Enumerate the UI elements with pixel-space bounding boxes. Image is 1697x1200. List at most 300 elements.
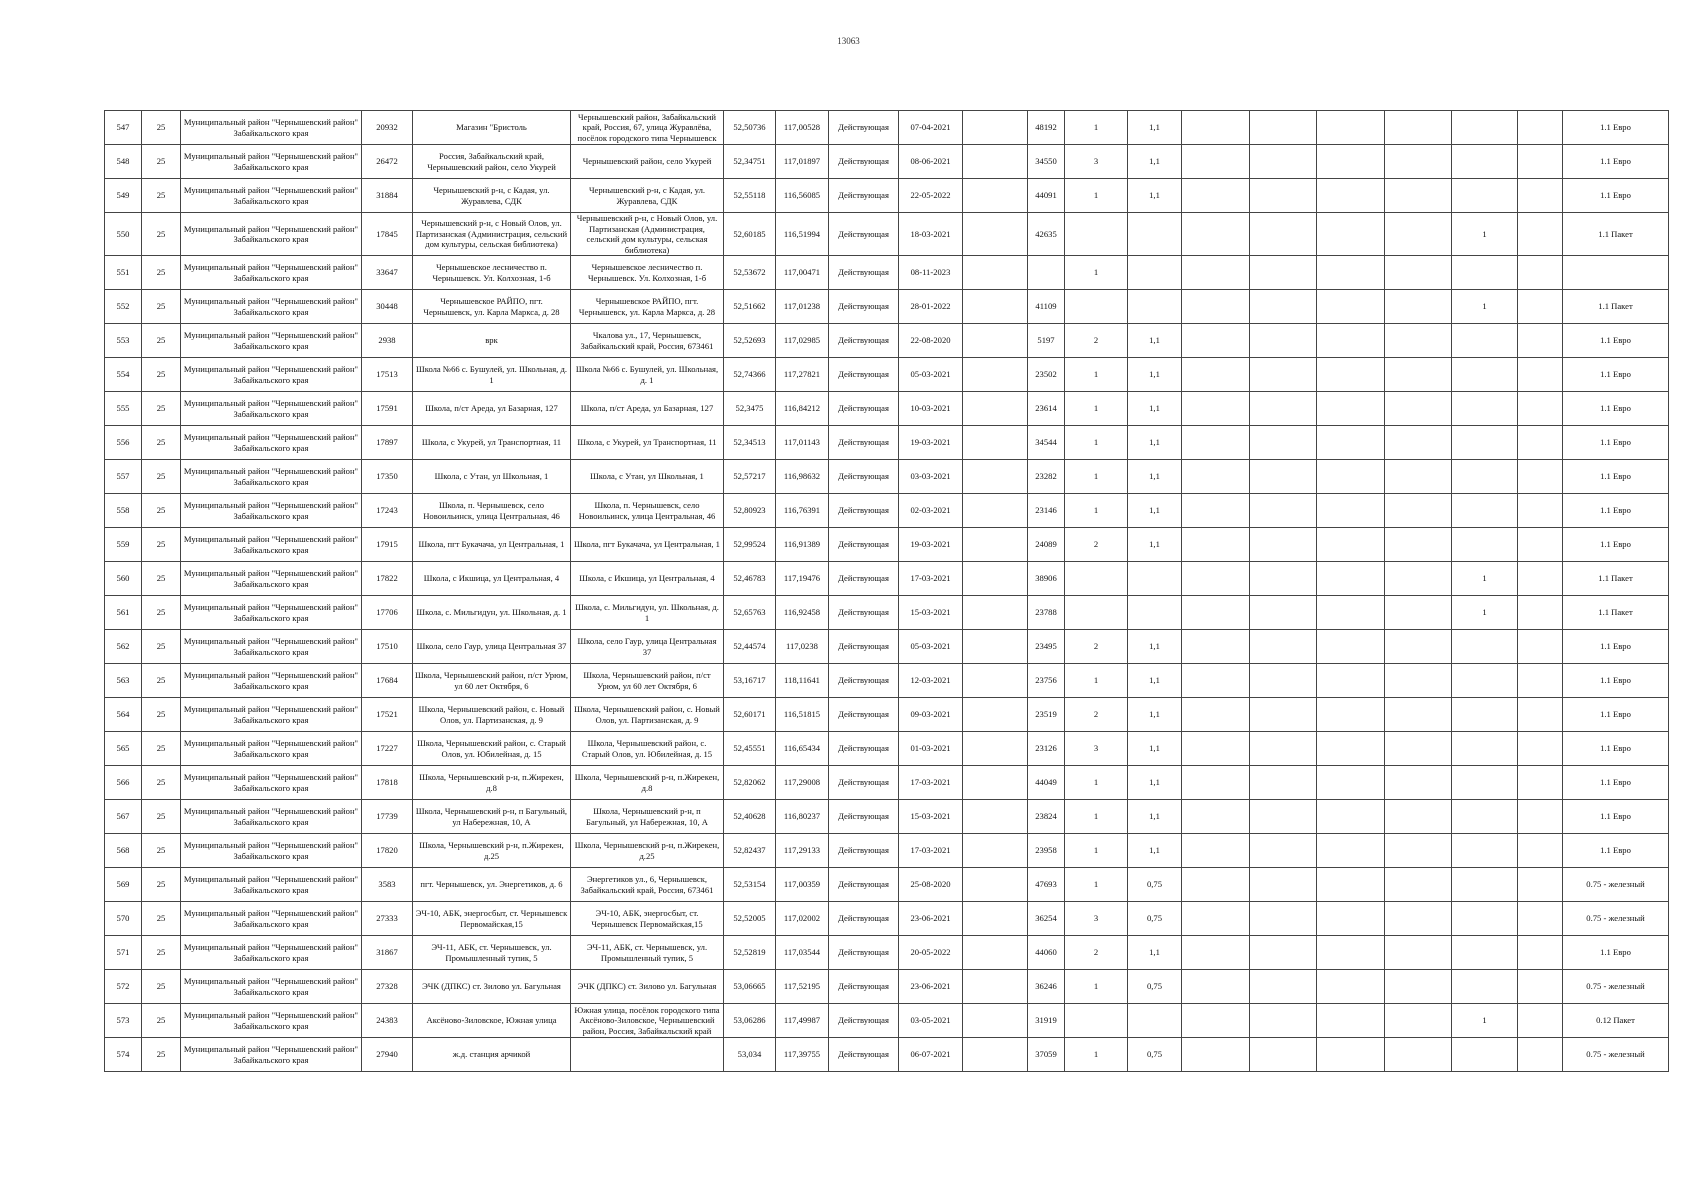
cell-container-volume: 1,1 <box>1128 111 1182 145</box>
cell-package-count <box>1452 868 1518 902</box>
cell-container-id: 23614 <box>1028 392 1065 426</box>
cell-col-blank-6 <box>1518 528 1563 562</box>
cell-package-count <box>1452 426 1518 460</box>
cell-site-id: 17243 <box>362 494 413 528</box>
cell-row-number: 553 <box>105 324 142 358</box>
cell-region-code: 25 <box>142 834 181 868</box>
cell-col-blank-5 <box>1385 800 1452 834</box>
cell-status: Действующая <box>829 1004 899 1038</box>
cell-col-blank-5 <box>1385 460 1452 494</box>
cell-col-blank-2 <box>1182 111 1250 145</box>
cell-container-id: 23958 <box>1028 834 1065 868</box>
cell-col-blank-6 <box>1518 562 1563 596</box>
cell-container-volume <box>1128 256 1182 290</box>
cell-status: Действующая <box>829 596 899 630</box>
table-row <box>105 290 1669 324</box>
cell-site-address: Школа, пгт Букачача, ул Центральная, 1 <box>571 528 724 562</box>
cell-container-id: 42635 <box>1028 213 1065 256</box>
cell-date: 25-08-2020 <box>899 868 963 902</box>
cell-site-name: Школа, Чернышевский р-н, п.Жирекен, д.8 <box>413 766 571 800</box>
cell-col-blank-5 <box>1385 630 1452 664</box>
cell-col-blank-5 <box>1385 698 1452 732</box>
cell-latitude: 52,60185 <box>724 213 776 256</box>
cell-col-blank-5 <box>1385 664 1452 698</box>
cell-municipality: Муниципальный район "Чернышевский район" Забайкальского края <box>181 902 362 936</box>
cell-date: 17-03-2021 <box>899 834 963 868</box>
cell-site-address: Энергетиков ул., 6, Чернышевск, Забайкальский край, Россия, 673461 <box>571 868 724 902</box>
cell-site-id: 24383 <box>362 1004 413 1038</box>
cell-col-blank <box>963 290 1028 324</box>
cell-latitude: 53,06286 <box>724 1004 776 1038</box>
cell-site-id: 17510 <box>362 630 413 664</box>
cell-municipality: Муниципальный район "Чернышевский район" Забайкальского края <box>181 426 362 460</box>
cell-container-id: 36246 <box>1028 970 1065 1004</box>
cell-col-blank-3 <box>1250 698 1317 732</box>
cell-row-number: 557 <box>105 460 142 494</box>
cell-date: 19-03-2021 <box>899 528 963 562</box>
cell-latitude: 52,52005 <box>724 902 776 936</box>
cell-container-type <box>1563 256 1669 290</box>
cell-site-id: 17897 <box>362 426 413 460</box>
cell-container-count: 3 <box>1065 732 1128 766</box>
table-row <box>105 698 1669 732</box>
cell-container-volume: 1,1 <box>1128 324 1182 358</box>
cell-site-id: 2938 <box>362 324 413 358</box>
cell-col-blank-4 <box>1317 868 1385 902</box>
cell-row-number: 566 <box>105 766 142 800</box>
table-row <box>105 664 1669 698</box>
cell-col-blank-4 <box>1317 630 1385 664</box>
cell-longitude: 116,51994 <box>776 213 829 256</box>
cell-status: Действующая <box>829 213 899 256</box>
cell-col-blank-6 <box>1518 1004 1563 1038</box>
cell-status: Действующая <box>829 392 899 426</box>
cell-site-address: Школа №66 с. Бушулей, ул. Школьная, д. 1 <box>571 358 724 392</box>
table-row <box>105 256 1669 290</box>
cell-container-count: 1 <box>1065 460 1128 494</box>
cell-col-blank-2 <box>1182 902 1250 936</box>
cell-site-address: Школа, Чернышевский р-н, п Багульный, ул Набережная, 10, А <box>571 800 724 834</box>
cell-col-blank-3 <box>1250 111 1317 145</box>
cell-col-blank-5 <box>1385 256 1452 290</box>
cell-municipality: Муниципальный район "Чернышевский район" Забайкальского края <box>181 392 362 426</box>
cell-row-number: 570 <box>105 902 142 936</box>
cell-container-type: 1.1 Евро <box>1563 800 1669 834</box>
cell-site-id: 31867 <box>362 936 413 970</box>
cell-col-blank-6 <box>1518 460 1563 494</box>
cell-container-volume: 1,1 <box>1128 664 1182 698</box>
cell-container-type: 1.1 Евро <box>1563 630 1669 664</box>
cell-row-number: 571 <box>105 936 142 970</box>
cell-date: 08-06-2021 <box>899 145 963 179</box>
cell-col-blank-2 <box>1182 460 1250 494</box>
cell-package-count <box>1452 970 1518 1004</box>
cell-col-blank-4 <box>1317 902 1385 936</box>
cell-site-address: Школа, п. Чернышевск, село Новоильинск, улица Центральная, 46 <box>571 494 724 528</box>
cell-site-name: Чернышевский р-н, с Кадая, ул. Журавлева, СДК <box>413 179 571 213</box>
cell-municipality: Муниципальный район "Чернышевский район" Забайкальского края <box>181 766 362 800</box>
cell-region-code: 25 <box>142 460 181 494</box>
cell-col-blank-5 <box>1385 145 1452 179</box>
cell-date: 15-03-2021 <box>899 596 963 630</box>
cell-municipality: Муниципальный район "Чернышевский район" Забайкальского края <box>181 324 362 358</box>
cell-status: Действующая <box>829 528 899 562</box>
cell-col-blank-5 <box>1385 392 1452 426</box>
cell-container-count <box>1065 1004 1128 1038</box>
cell-longitude: 117,02985 <box>776 324 829 358</box>
cell-col-blank <box>963 970 1028 1004</box>
cell-row-number: 555 <box>105 392 142 426</box>
cell-longitude: 117,19476 <box>776 562 829 596</box>
cell-row-number: 547 <box>105 111 142 145</box>
cell-latitude: 52,46783 <box>724 562 776 596</box>
cell-col-blank-6 <box>1518 111 1563 145</box>
cell-latitude: 52,34751 <box>724 145 776 179</box>
cell-longitude: 116,92458 <box>776 596 829 630</box>
cell-site-address: Чернышевский р-н, с Новый Олов, ул. Партизанская (Администрация, сельский дом культуры, сельская библиотека) <box>571 213 724 256</box>
cell-col-blank-5 <box>1385 494 1452 528</box>
cell-row-number: 568 <box>105 834 142 868</box>
cell-site-name: врк <box>413 324 571 358</box>
cell-site-name: Школа, п/ст Ареда, ул Базарная, 127 <box>413 392 571 426</box>
cell-col-blank <box>963 766 1028 800</box>
cell-container-id: 23282 <box>1028 460 1065 494</box>
cell-col-blank-2 <box>1182 698 1250 732</box>
cell-region-code: 25 <box>142 290 181 324</box>
cell-col-blank-5 <box>1385 213 1452 256</box>
cell-container-type: 0.12 Пакет <box>1563 1004 1669 1038</box>
cell-col-blank-5 <box>1385 1038 1452 1072</box>
cell-package-count: 1 <box>1452 596 1518 630</box>
cell-col-blank-5 <box>1385 596 1452 630</box>
cell-container-id: 44049 <box>1028 766 1065 800</box>
cell-col-blank-6 <box>1518 868 1563 902</box>
cell-col-blank <box>963 460 1028 494</box>
cell-date: 23-06-2021 <box>899 970 963 1004</box>
cell-site-address: Школа, с Укурей, ул Транспортная, 11 <box>571 426 724 460</box>
table-row <box>105 1004 1669 1038</box>
cell-site-address: Школа, Чернышевский район, с. Новый Олов, ул. Партизанская, д. 9 <box>571 698 724 732</box>
cell-container-count: 1 <box>1065 179 1128 213</box>
cell-col-blank-4 <box>1317 358 1385 392</box>
cell-site-id: 17739 <box>362 800 413 834</box>
cell-latitude: 52,52693 <box>724 324 776 358</box>
cell-col-blank-4 <box>1317 111 1385 145</box>
cell-col-blank-3 <box>1250 596 1317 630</box>
cell-container-volume: 1,1 <box>1128 800 1182 834</box>
cell-date: 09-03-2021 <box>899 698 963 732</box>
cell-row-number: 567 <box>105 800 142 834</box>
cell-region-code: 25 <box>142 392 181 426</box>
cell-col-blank-2 <box>1182 766 1250 800</box>
cell-col-blank-4 <box>1317 664 1385 698</box>
cell-longitude: 116,65434 <box>776 732 829 766</box>
cell-municipality: Муниципальный район "Чернышевский район" Забайкальского края <box>181 179 362 213</box>
cell-col-blank-5 <box>1385 111 1452 145</box>
cell-container-volume: 1,1 <box>1128 145 1182 179</box>
cell-col-blank-3 <box>1250 494 1317 528</box>
cell-container-type: 1.1 Евро <box>1563 698 1669 732</box>
table-row <box>105 494 1669 528</box>
cell-col-blank <box>963 179 1028 213</box>
cell-container-volume: 1,1 <box>1128 179 1182 213</box>
cell-col-blank-2 <box>1182 562 1250 596</box>
cell-container-id: 23502 <box>1028 358 1065 392</box>
cell-col-blank-6 <box>1518 664 1563 698</box>
cell-date: 12-03-2021 <box>899 664 963 698</box>
cell-site-address: Школа, с. Мильгидун, ул. Школьная, д. 1 <box>571 596 724 630</box>
cell-latitude: 52,52819 <box>724 936 776 970</box>
cell-site-id: 27328 <box>362 970 413 1004</box>
cell-col-blank-6 <box>1518 732 1563 766</box>
cell-col-blank-2 <box>1182 528 1250 562</box>
cell-col-blank-4 <box>1317 290 1385 324</box>
cell-latitude: 52,82062 <box>724 766 776 800</box>
cell-container-id: 38906 <box>1028 562 1065 596</box>
table-row <box>105 562 1669 596</box>
cell-site-name: Школа, Чернышевский район, с. Старый Олов, ул. Юбилейная, д. 15 <box>413 732 571 766</box>
cell-container-type: 1.1 Евро <box>1563 732 1669 766</box>
cell-site-name: Аксёново-Зиловское, Южная улица <box>413 1004 571 1038</box>
cell-row-number: 564 <box>105 698 142 732</box>
cell-col-blank-2 <box>1182 630 1250 664</box>
cell-col-blank <box>963 732 1028 766</box>
cell-col-blank-2 <box>1182 732 1250 766</box>
cell-region-code: 25 <box>142 970 181 1004</box>
cell-col-blank-3 <box>1250 630 1317 664</box>
cell-container-id: 36254 <box>1028 902 1065 936</box>
cell-container-count: 1 <box>1065 664 1128 698</box>
cell-row-number: 549 <box>105 179 142 213</box>
table-row <box>105 936 1669 970</box>
cell-col-blank-5 <box>1385 902 1452 936</box>
cell-region-code: 25 <box>142 324 181 358</box>
cell-site-address: Чернышевское лесничество п. Чернышевск. Ул. Колхозная, 1-б <box>571 256 724 290</box>
cell-col-blank-5 <box>1385 426 1452 460</box>
cell-col-blank-3 <box>1250 290 1317 324</box>
cell-site-address: Школа, Чернышевский район, п/ст Урюм, ул 60 лет Октября, 6 <box>571 664 724 698</box>
cell-col-blank-5 <box>1385 1004 1452 1038</box>
cell-container-type: 1.1 Евро <box>1563 664 1669 698</box>
cell-col-blank-5 <box>1385 732 1452 766</box>
cell-col-blank <box>963 834 1028 868</box>
cell-status: Действующая <box>829 732 899 766</box>
cell-region-code: 25 <box>142 766 181 800</box>
cell-longitude: 116,56085 <box>776 179 829 213</box>
cell-col-blank-6 <box>1518 766 1563 800</box>
cell-region-code: 25 <box>142 902 181 936</box>
table-row <box>105 460 1669 494</box>
cell-municipality: Муниципальный район "Чернышевский район" Забайкальского края <box>181 596 362 630</box>
cell-municipality: Муниципальный район "Чернышевский район" Забайкальского края <box>181 145 362 179</box>
cell-status: Действующая <box>829 664 899 698</box>
cell-col-blank-6 <box>1518 213 1563 256</box>
cell-col-blank-3 <box>1250 256 1317 290</box>
cell-latitude: 52,53672 <box>724 256 776 290</box>
cell-col-blank-3 <box>1250 213 1317 256</box>
cell-container-type: 1.1 Евро <box>1563 324 1669 358</box>
cell-package-count <box>1452 460 1518 494</box>
cell-status: Действующая <box>829 698 899 732</box>
cell-date: 20-05-2022 <box>899 936 963 970</box>
cell-package-count <box>1452 800 1518 834</box>
cell-status: Действующая <box>829 358 899 392</box>
cell-municipality: Муниципальный район "Чернышевский район" Забайкальского края <box>181 213 362 256</box>
cell-col-blank-3 <box>1250 902 1317 936</box>
cell-package-count <box>1452 179 1518 213</box>
cell-site-name: Школа, с Утан, ул Школьная, 1 <box>413 460 571 494</box>
cell-container-volume: 1,1 <box>1128 630 1182 664</box>
cell-col-blank-6 <box>1518 426 1563 460</box>
cell-col-blank-3 <box>1250 179 1317 213</box>
cell-col-blank-2 <box>1182 970 1250 1004</box>
cell-container-id: 34550 <box>1028 145 1065 179</box>
cell-container-id: 47693 <box>1028 868 1065 902</box>
cell-container-volume: 1,1 <box>1128 426 1182 460</box>
cell-site-name: Чернышевский р-н, с Новый Олов, ул. Партизанская (Администрация, сельский дом культуры, сельская библиотека) <box>413 213 571 256</box>
cell-status: Действующая <box>829 290 899 324</box>
cell-region-code: 25 <box>142 256 181 290</box>
cell-container-count: 2 <box>1065 528 1128 562</box>
table-row <box>105 426 1669 460</box>
cell-col-blank-4 <box>1317 460 1385 494</box>
cell-status: Действующая <box>829 256 899 290</box>
cell-site-name: ЭЧ-10, АБК, энергосбыт, ст. Чернышевск Первомайская,15 <box>413 902 571 936</box>
cell-status: Действующая <box>829 970 899 1004</box>
cell-row-number: 572 <box>105 970 142 1004</box>
cell-region-code: 25 <box>142 1038 181 1072</box>
cell-container-count: 1 <box>1065 970 1128 1004</box>
cell-col-blank <box>963 562 1028 596</box>
cell-row-number: 551 <box>105 256 142 290</box>
cell-longitude: 117,49987 <box>776 1004 829 1038</box>
cell-longitude: 117,27821 <box>776 358 829 392</box>
cell-latitude: 53,06665 <box>724 970 776 1004</box>
cell-container-type: 0.75 - железный <box>1563 970 1669 1004</box>
cell-longitude: 116,51815 <box>776 698 829 732</box>
cell-container-volume: 1,1 <box>1128 494 1182 528</box>
cell-latitude: 52,51662 <box>724 290 776 324</box>
cell-container-id: 37059 <box>1028 1038 1065 1072</box>
cell-col-blank-2 <box>1182 1004 1250 1038</box>
cell-col-blank-2 <box>1182 596 1250 630</box>
cell-site-id: 17822 <box>362 562 413 596</box>
cell-municipality: Муниципальный район "Чернышевский район" Забайкальского края <box>181 630 362 664</box>
cell-col-blank-6 <box>1518 630 1563 664</box>
cell-col-blank <box>963 1038 1028 1072</box>
cell-status: Действующая <box>829 630 899 664</box>
cell-col-blank-3 <box>1250 800 1317 834</box>
cell-container-volume: 1,1 <box>1128 936 1182 970</box>
cell-date: 28-01-2022 <box>899 290 963 324</box>
cell-site-address: Школа, село Гаур, улица Центральная 37 <box>571 630 724 664</box>
cell-status: Действующая <box>829 179 899 213</box>
cell-col-blank-6 <box>1518 358 1563 392</box>
cell-col-blank-2 <box>1182 426 1250 460</box>
cell-container-type: 1.1 Евро <box>1563 358 1669 392</box>
cell-col-blank-6 <box>1518 324 1563 358</box>
cell-site-name: Школа, пгт Букачача, ул Центральная, 1 <box>413 528 571 562</box>
cell-container-id: 23126 <box>1028 732 1065 766</box>
cell-region-code: 25 <box>142 732 181 766</box>
cell-date: 22-08-2020 <box>899 324 963 358</box>
cell-container-type: 1.1 Евро <box>1563 145 1669 179</box>
cell-status: Действующая <box>829 324 899 358</box>
cell-col-blank-2 <box>1182 392 1250 426</box>
cell-container-volume <box>1128 290 1182 324</box>
cell-site-id: 30448 <box>362 290 413 324</box>
cell-container-type: 1.1 Пакет <box>1563 562 1669 596</box>
cell-latitude: 52,74366 <box>724 358 776 392</box>
cell-region-code: 25 <box>142 936 181 970</box>
cell-col-blank-3 <box>1250 460 1317 494</box>
cell-region-code: 25 <box>142 698 181 732</box>
cell-region-code: 25 <box>142 528 181 562</box>
cell-container-type: 1.1 Евро <box>1563 936 1669 970</box>
cell-container-id: 24089 <box>1028 528 1065 562</box>
cell-container-count: 2 <box>1065 630 1128 664</box>
cell-col-blank-6 <box>1518 494 1563 528</box>
cell-region-code: 25 <box>142 630 181 664</box>
cell-col-blank-2 <box>1182 256 1250 290</box>
cell-latitude: 52,82437 <box>724 834 776 868</box>
cell-date: 02-03-2021 <box>899 494 963 528</box>
cell-date: 23-06-2021 <box>899 902 963 936</box>
cell-site-name: Школа, с Укурей, ул Транспортная, 11 <box>413 426 571 460</box>
table-row <box>105 213 1669 256</box>
cell-container-id: 48192 <box>1028 111 1065 145</box>
cell-region-code: 25 <box>142 111 181 145</box>
cell-site-id: 26472 <box>362 145 413 179</box>
cell-container-id: 41109 <box>1028 290 1065 324</box>
cell-container-volume: 1,1 <box>1128 698 1182 732</box>
cell-col-blank-3 <box>1250 562 1317 596</box>
cell-latitude: 52,55118 <box>724 179 776 213</box>
cell-col-blank-4 <box>1317 970 1385 1004</box>
cell-col-blank-2 <box>1182 494 1250 528</box>
cell-container-volume: 1,1 <box>1128 766 1182 800</box>
cell-container-volume: 1,1 <box>1128 358 1182 392</box>
cell-col-blank-4 <box>1317 1004 1385 1038</box>
cell-site-id: 17818 <box>362 766 413 800</box>
cell-site-name: ЭЧ-11, АБК, ст. Чернышевск, ул. Промышленный тупик, 5 <box>413 936 571 970</box>
cell-site-address: ЭЧ-11, АБК, ст. Чернышевск, ул. Промышленный тупик, 5 <box>571 936 724 970</box>
cell-package-count <box>1452 358 1518 392</box>
cell-latitude: 52,60171 <box>724 698 776 732</box>
cell-container-count: 1 <box>1065 766 1128 800</box>
page-number: 13063 <box>837 36 860 46</box>
cell-latitude: 53,034 <box>724 1038 776 1072</box>
cell-municipality: Муниципальный район "Чернышевский район" Забайкальского края <box>181 358 362 392</box>
registry-table-body <box>105 111 1669 1072</box>
cell-site-id: 27940 <box>362 1038 413 1072</box>
cell-col-blank-2 <box>1182 324 1250 358</box>
cell-status: Действующая <box>829 145 899 179</box>
cell-site-name: Россия, Забайкальский край, Чернышевский район, село Укурей <box>413 145 571 179</box>
cell-col-blank-6 <box>1518 936 1563 970</box>
cell-col-blank-4 <box>1317 766 1385 800</box>
cell-date: 06-07-2021 <box>899 1038 963 1072</box>
cell-col-blank-5 <box>1385 936 1452 970</box>
cell-col-blank-4 <box>1317 426 1385 460</box>
cell-col-blank-2 <box>1182 1038 1250 1072</box>
cell-container-id: 5197 <box>1028 324 1065 358</box>
cell-col-blank-5 <box>1385 834 1452 868</box>
cell-site-id: 20932 <box>362 111 413 145</box>
cell-longitude: 116,98632 <box>776 460 829 494</box>
cell-container-volume: 1,1 <box>1128 834 1182 868</box>
cell-col-blank-4 <box>1317 494 1385 528</box>
